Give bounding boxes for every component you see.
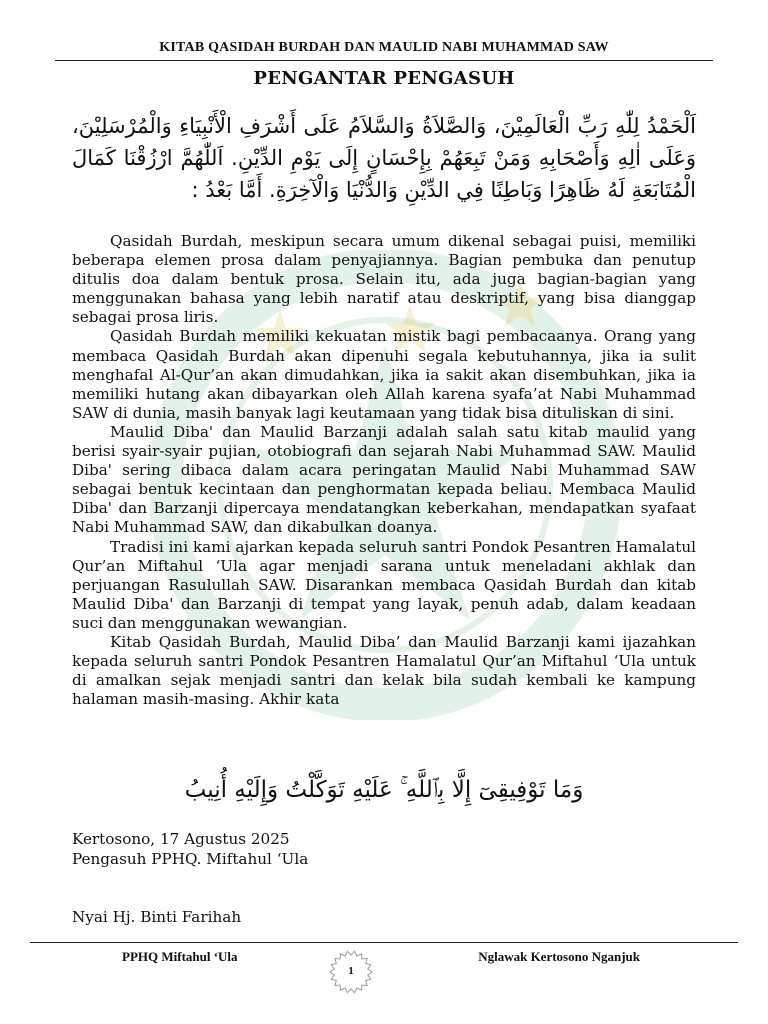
footer-institution: PPHQ Miftahul ‘Ula (122, 949, 238, 964)
signoff-role: Pengasuh PPHQ. Miftahul ‘Ula (72, 849, 309, 868)
foreword-body (72, 232, 696, 709)
opening-prayer-arabic: اَلْحَمْدُ لِلّٰهِ رَبِّ الْعَالَمِيْنَ، وَالصَّلاَةُ وَالسَّلاَمُ عَلَى أَشْرَفِ الْأَنْبِيَاءِ وَالْمُرْسَلِيْنَ، وَعَلَى اٰلِهِ وَأَصْحَابِهِ وَمَنْ تَبِعَهُمْ بِإِحْسَانٍ إِلَى يَوْمِ الدِّيْنِ. اَللّٰهُمَّ ارْزُقْنَا كَمَالَ الْمُتَابَعَةِ لَهُ ظَاهِرًا وَبَاطِنًا فِي الدِّيْنِ وَالدُّنْيَا وَالْآخِرَةِ. أَمَّا بَعْدُ : (72, 114, 696, 202)
closing-verse-arabic: وَمَا تَوْفِيقِىٓ إِلَّا بِٱللَّهِ ۚ عَلَيْهِ تَوَكَّلْتُ وَإِلَيْهِ أُنِيبُ (184, 777, 584, 803)
footer-address: Nglawak Kertosono Nganjuk (478, 949, 640, 964)
footer-divider (30, 942, 738, 943)
paragraph-2: Qasidah Burdah memiliki kekuatan mistik bagi pembacaanya. Orang yang membaca Qasidah Burdah akan dipenuhi segala kebutuhannya, jika ia sulit menghafal Al-Qur’an akan dimudahkan, jika ia sakit akan disembuhkan, jika ia memiliki hutang akan dibayarkan oleh Allah karena syafa’at Nabi Muhammad SAW di dunia, masih banyak lagi keutamaan yang tidak bisa dituliskan di sini. (72, 327, 696, 422)
signoff-place-date: Kertosono, 17 Agustus 2025 (72, 830, 290, 848)
signoff-block (72, 830, 308, 869)
paragraph-3: Maulid Diba' dan Maulid Barzanji adalah salah satu kitab maulid yang berisi syair-syair pujian, otobiografi dan sejarah Nabi Muhammad SAW. Maulid Diba' sering dibaca dalam acara peringatan Maulid Nabi Muhammad SAW sebagai bentuk kecintaan dan penghormatan kepada beliau. Membaca Maulid Diba' dan Barzanji dipercaya mendatangkan keberkahan, mendapatkan syafaat Nabi Muhammad SAW, dan dikabulkan doanya. (72, 422, 696, 537)
page-title: PENGANTAR PENGASUH (253, 68, 515, 89)
paragraph-1: Qasidah Burdah, meskipun secara umum dikenal sebagai puisi, memiliki beberapa elemen prosa dalam penyajiannya. Bagian pembuka dan penutup ditulis doa dalam bentuk prosa. Selain itu, ada juga bagian-bagian yang menggunakan bahasa yang lebih naratif atau deskriptif, yang bisa dianggap sebagai prosa liris. (72, 232, 696, 327)
book-title-header: KITAB QASIDAH BURDAH DAN MAULID NABI MUHAMMAD SAW (159, 40, 609, 55)
header-divider (55, 60, 713, 61)
paragraph-4: Tradisi ini kami ajarkan kepada seluruh santri Pondok Pesantren Hamalatul Qur’an Miftahul ‘Ula agar menjadi sarana untuk meneladani akhlak dan perjuangan Rasulullah SAW. Disarankan membaca Qasidah Burdah dan kitab Maulid Diba' dan Barzanji di tempat yang layak, penuh adab, dalam keadaan suci dan menggunakan wewangian. (72, 537, 696, 632)
page-number: 1 (348, 965, 354, 977)
paragraph-5: Kitab Qasidah Burdah, Maulid Diba’ dan Maulid Barzanji kami ijazahkan kepada seluruh santri Pondok Pesantren Hamalatul Qur’an Miftahul ‘Ula untuk di amalkan sejak menjadi santri dan kelak bila sudah kembali ke kampung halaman masih-masing. Akhir kata (72, 632, 696, 709)
signer-name: Nyai Hj. Binti Farihah (72, 908, 242, 926)
